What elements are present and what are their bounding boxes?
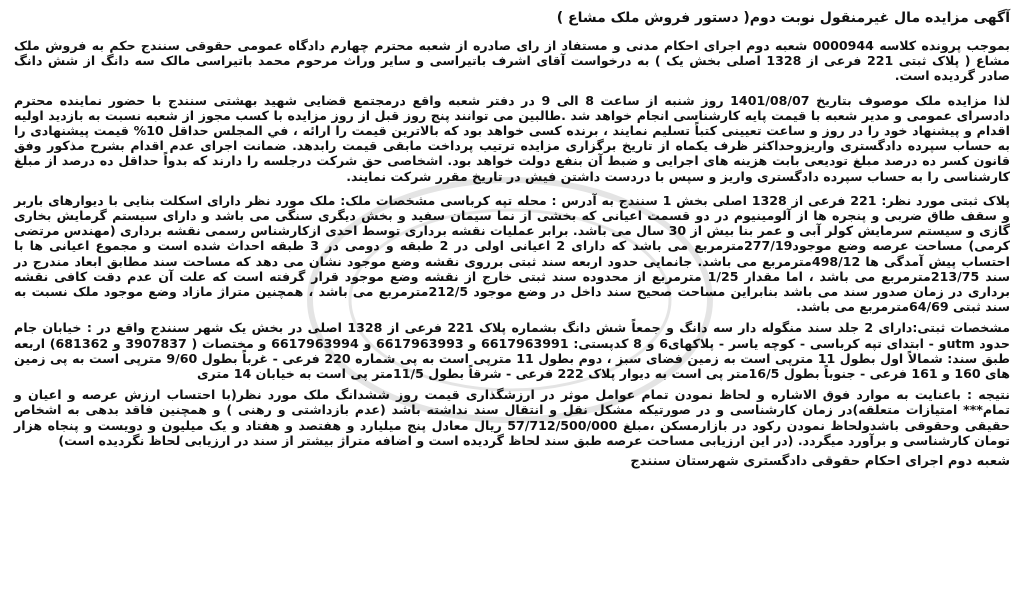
paragraph-case: بموجب پرونده کلاسه 0000944 شعبه دوم اجرای احکام مدنی و مستفاد از رای صادره از شعبه محترم چهارم دادگاه عمومی حقوقی سنندج حکم به فروش ملک مشاع ( پلاک ثبتی 221 فرعی از 1328 اصلی بخش یک ) به درخواست آقای اشرف باتیراسی و سایر وراث مرحوم محمد باتیراسی مالک سه دانگ از شش دانگ صادر گردیده است. [14, 38, 1010, 84]
paragraph-property-details: پلاک ثبتی مورد نظر: 221 فرعی از 1328 اصلی بخش 1 سنندج به آدرس : محله تپه کرباسی مشخصات ملک: ملک مورد نظر دارای اسکلت بنایی با دیوارهای باربر و سقف طاق ضربی و پنجره ها از آلومینیوم در دو قسمت اعیانی که بخشی از نما سیمان سفید و بخش دیگری سنگی می باشد و دارای سیستم گرمایش بخاری گازی و سیستم سرمایش کولر آبی و عمر بنا بیش از 30 سال می باشد. برابر عملیات نقشه برداری توسط احدی ازکارشناس رسمی نقشه برداری (مهندس مرتضی کرمی) مساحت عرصه وضع موجود277/19مترمربع می باشد که دارای 2 اعیانی اولی در 2 طبقه و دومی در 3 طبقه احداث شده است و مجموع اعیانی ها با احتساب پیش آمدگی ها 498/12مترمربع می باشد. جانمایی حدود اربعه سند ثبتی برروی نقشه وضع موجود نشان می دهد که مساحت سند مطابق ابعاد مندرج در سند 213/75مترمربع می باشد ، اما مقدار 1/25 مترمربع از محدوده سند ثبتی خارج از نقشه وضع موجود قرار گرفته است که علت آن عدم دقت کافی نقشه برداری در زمان صدور سند می باشد بنابراین مساحت صحیح سند داخل در وضع موجود 212/5مترمربع می باشد ، همچنین متراژ مازاد وضع موجود ملک نسبت به سند ثبتی 64/69مترمربع می باشد. [14, 192, 1011, 315]
paragraph-conclusion: نتیجه : باعنایت به موارد فوق الاشاره و لحاظ نمودن تمام عوامل موثر در ارزشگذاری قیمت روز ششدانگ ملک مورد نظر(با احتساب ارزش عرصه و اعیان و تمام*** امتیازات متعلقه)در زمان کارشناسی و در صورتیکه مشکل نقل و انتقال سند نداشته باشد (عدم بازداشتی و رهنی ) و همچنین فاقد بدهی به اشخاص حقیقی وحقوقی باشدولحاظ نمودن رکود در بازارمسکن ،مبلغ 57/712/500/000 ریال معادل پنج میلیارد و هفتصد و هفتاد و یک میلیون و دویست و پنجاه هزار تومان کارشناسی و برآورد میگردد. (در این ارزیابی مساحت عرصه طبق سند لحاظ گردیده است و اضافه متراژ بیشتر از سند در ارزیابی لحاظ نگردیده است) [14, 387, 1010, 448]
paragraph-auction-terms: لذا مزایده ملک موصوف بتاریخ 1401/08/07 روز شنبه از ساعت 8 الی 9 در دفتر شعبه واقع درمجتمع قضایی شهید بهشتی سنندج با حضور نماینده محترم دادسرای عمومی و مدیر شعبه با قیمت پایه کارشناسی انجام خواهد شد .طالبین می توانند پنج روز قبل از روز مزایده با کسب مجوز از شعبه نسبت به بازدید اولیه اقدام و پیشنهاد خود را در روز و ساعت تعیینی کتباً تسلیم نمایند ، برنده کسی خواهد بود که بالاترین قیمت را ارائه ، في المجلس حداقل 10% قیمت پیشنهادی را به حساب سپرده دادگستری واریزوحداکثر ظرف یکماه از تاریخ برگزاری مزایده ترتیب پرداخت مابقی قیمت رابدهد. ضمانت اجرای عدم اقدام بشرح مذکور وفق قانون کسر ده درصد مبلغ تودیعی بابت هزینه های اجرایی و ضبط آن بنفع دولت خواهد بود. اشخاصی حق شرکت درجلسه را دارند که بدواً حداقل ده درصد از مبلغ کارشناسی را به حساب سپرده دادگستری واریز و سپس با دردست داشتن فیش در تاریخ مقرر شرکت نمایند. [14, 92, 1011, 184]
notice-title: آگهی مزایده مال غیرمنقول نوبت دوم( دستور فروش ملک مشاع ) [556, 10, 1010, 26]
paragraph-registration: مشخصات ثبتی:دارای 2 جلد سند منگوله دار سه دانگ و جمعاً شش دانگ بشماره پلاک 221 فرعی از 1328 اصلی در بخش یک شهر سنندج واقع در : خیابان جام حدود utmو - ابتدای تپه کرباسی - کوچه یاسر - پلاکهای6 و 8 کدپستی: 6617963991 و 6617963993 و 6617963994 و مختصات ( 3907837 و 681362) اربعه طبق سند: شمالاً اول بطول 11 مترپی است به زمین فضای سبز ، دوم بطول 11 مترپی است به پی شماره 220 فرعی - غرباً بطول 9/60 مترپی است به پی زمین های 160 و 161 فرعی - جنوباً بطول 16/5متر پی است به دیوار پلاک 222 فرعی - شرقاً بطول 11/5متر پی است به خیابان 14 متری [14, 320, 1010, 382]
signature-line: شعبه دوم اجرای احکام حقوقی دادگستری شهرستان سنندج [630, 454, 1010, 470]
